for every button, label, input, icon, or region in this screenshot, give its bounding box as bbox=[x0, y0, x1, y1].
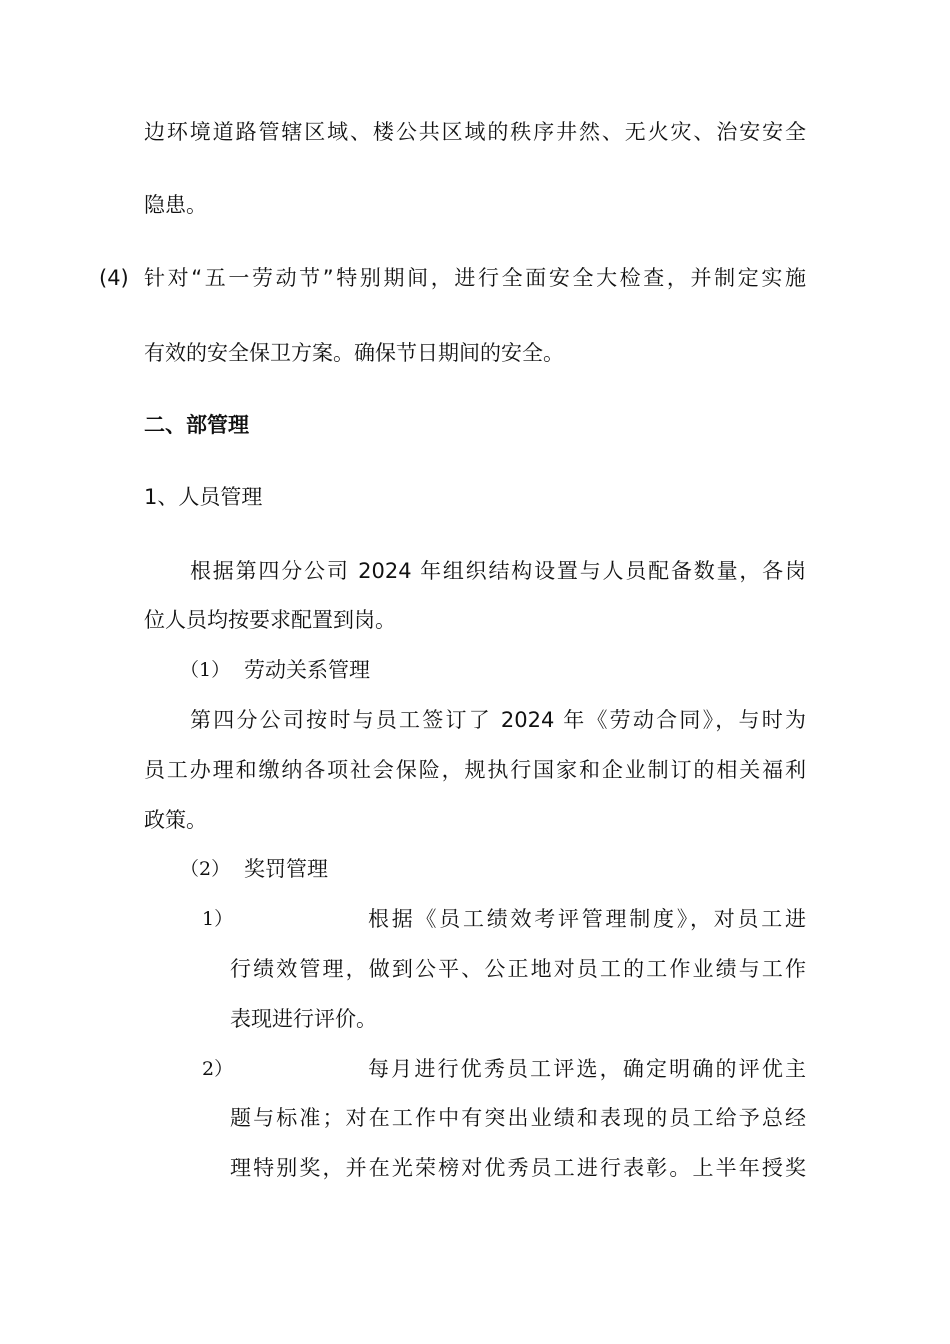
paragraph-line: 理特别奖，并在光荣榜对优秀员工进行表彰。上半年授奖 bbox=[230, 1156, 806, 1180]
sub-list-number: 2） bbox=[202, 1058, 234, 1080]
sub-list-number: 1） bbox=[202, 908, 234, 930]
list-number: （1） bbox=[180, 659, 231, 681]
paragraph-line: 位人员均按要求配置到岗。 bbox=[144, 608, 396, 632]
paragraph-line: 边环境道路管辖区域、楼公共区域的秩序井然、无火灾、治安安全 bbox=[144, 120, 806, 144]
list-item-title: 奖罚管理 bbox=[244, 857, 328, 881]
paragraph-line: 政策。 bbox=[144, 808, 207, 832]
paragraph-line: 表现进行评价。 bbox=[230, 1007, 377, 1031]
list-number: (4) bbox=[99, 266, 129, 290]
paragraph-line: 行绩效管理，做到公平、公正地对员工的工作业绩与工作 bbox=[230, 957, 806, 981]
paragraph-line: 根据《员工绩效考评管理制度》，对员工进 bbox=[368, 907, 806, 931]
list-number: （2） bbox=[180, 858, 231, 880]
paragraph-line: 每月进行优秀员工评选，确定明确的评优主 bbox=[368, 1057, 806, 1081]
paragraph-line: 根据第四分公司 2024 年组织结构设置与人员配备数量，各岗 bbox=[190, 559, 806, 583]
paragraph-line: 有效的安全保卫方案。确保节日期间的安全。 bbox=[144, 341, 564, 365]
paragraph-line: 员工办理和缴纳各项社会保险，规执行国家和企业制订的相关福利 bbox=[144, 758, 806, 782]
subsection-heading: 1、人员管理 bbox=[144, 485, 263, 509]
paragraph-line: 第四分公司按时与员工签订了 2024 年《劳动合同》，与时为 bbox=[190, 708, 806, 732]
paragraph-line: 隐患。 bbox=[144, 193, 207, 217]
paragraph-line: 针对“五一劳动节”特别期间，进行全面安全大检查，并制定实施 bbox=[144, 266, 806, 290]
paragraph-line: 题与标准；对在工作中有突出业绩和表现的员工给予总经 bbox=[230, 1106, 806, 1130]
section-heading: 二、部管理 bbox=[144, 413, 249, 437]
list-item-title: 劳动关系管理 bbox=[244, 658, 370, 682]
